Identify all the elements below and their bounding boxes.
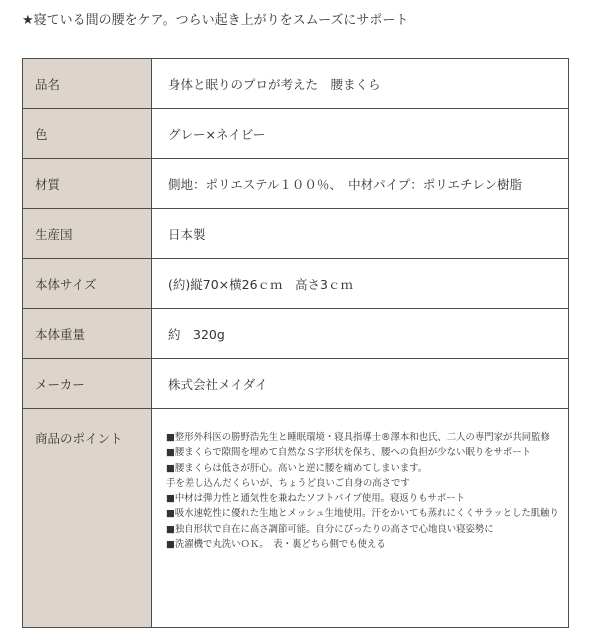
spec-label: 材質 — [23, 159, 152, 209]
point-line: ■独自形状で自在に高さ調節可能。自分にぴったりの高さで心地良い寝姿勢に — [166, 523, 494, 535]
spec-value: (約)縦70×横26ｃｍ 高さ3ｃｍ — [152, 259, 569, 309]
point-line: ■中材は弾力性と通気性を兼ねたソフトパイプ使用。寝返りもサポート — [166, 493, 466, 505]
spec-label: 品名 — [23, 59, 152, 109]
headline: ★寝ている間の腰をケア。つらい起き上がりをスムーズにサポート — [22, 13, 409, 28]
spec-label: 生産国 — [23, 209, 152, 259]
spec-row-maker — [23, 359, 569, 409]
point-line: ■吸水速乾性に優れた生地とメッシュ生地使用。汗をかいても蒸れにくくサラッとした肌触り — [166, 508, 559, 520]
spec-label: 本体重量 — [23, 309, 152, 359]
point-line: ■洗濯機で丸洗いＯＫ。 表・裏どちら側でも使える — [166, 539, 386, 551]
spec-value: グレー×ネイビー — [152, 109, 569, 159]
spec-row-color — [23, 109, 569, 159]
spec-row-product-name — [23, 59, 569, 109]
spec-row-points — [23, 409, 569, 628]
spec-value: 株式会社メイダイ — [152, 359, 569, 409]
spec-value: 側地：ポリエステル１００％、 中材パイプ：ポリエチレン樹脂 — [152, 159, 569, 209]
spec-value: 日本製 — [152, 209, 569, 259]
spec-row-material — [23, 159, 569, 209]
spec-row-country — [23, 209, 569, 259]
point-line: ■腰まくらで隙間を埋めて自然なＳ字形状を保ち、腰への負担が少ない眠りをサポート — [166, 447, 532, 459]
points-list — [152, 409, 569, 628]
spec-value: 身体と眠りのプロが考えた 腰まくら — [152, 59, 569, 109]
spec-row-size — [23, 259, 569, 309]
spec-label: メーカー — [23, 359, 152, 409]
spec-label: 本体サイズ — [23, 259, 152, 309]
point-line: ■整形外科医の勝野浩先生と睡眠環境・寝具指導士®澤本和也氏、二人の専門家が共同監修 — [166, 432, 550, 443]
point-line: ■腰まくらは低さが肝心。高いと逆に腰を痛めてしまいます。 — [166, 462, 428, 474]
spec-row-weight — [23, 309, 569, 359]
spec-table — [22, 58, 569, 628]
point-line: 手を差し込んだくらいが、ちょうど良いご自身の高さです — [166, 477, 410, 489]
spec-label: 色 — [23, 109, 152, 159]
spec-value: 約 320g — [152, 309, 569, 359]
spec-label: 商品のポイント — [23, 409, 152, 628]
